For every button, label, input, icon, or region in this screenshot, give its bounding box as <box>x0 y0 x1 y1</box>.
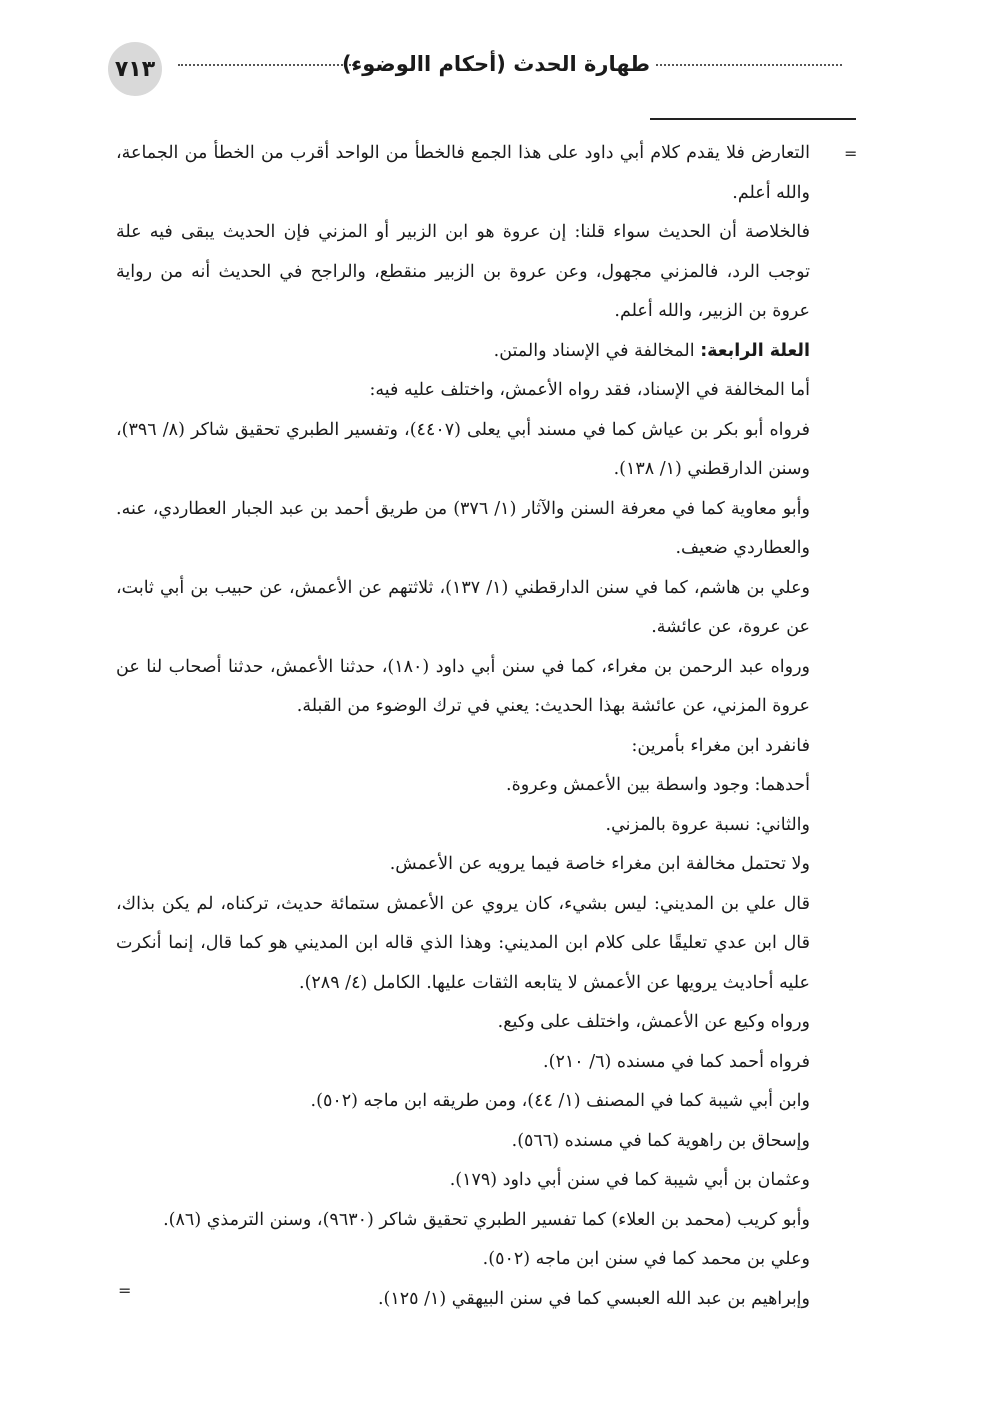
footnote-body <box>116 134 810 1319</box>
paragraph <box>116 134 810 213</box>
paragraph <box>116 569 810 648</box>
paragraph-text: وإبراهيم بن عبد الله العبسي كما في سنن البيهقي (١/ ١٢٥). <box>377 1288 810 1309</box>
paragraph <box>116 1003 810 1043</box>
paragraph <box>116 1201 810 1241</box>
paragraph-text: وعثمان بن أبي شيبة كما في سنن أبي داود (١٧٩). <box>449 1170 810 1190</box>
page-number-badge <box>108 42 162 96</box>
page-number: ٧١٣ <box>114 56 156 82</box>
paragraph-text: التعارض فلا يقدم كلام أبي داود على هذا الجمع فالخطأ من الواحد أقرب من الخطأ من الجماعة، والله أعلم. <box>116 143 810 203</box>
paragraph-text: فرواه أحمد كما في مسنده (٦/ ٢١٠). <box>543 1051 810 1072</box>
paragraph-text: وعلي بن محمد كما في سنن ابن ماجه (٥٠٢). <box>482 1249 810 1269</box>
paragraph-text: وإسحاق بن راهوية كما في مسنده (٥٦٦). <box>511 1130 810 1151</box>
paragraph-text: أما المخالفة في الإسناد، فقد رواه الأعمش، واختلف عليه فيه: <box>369 380 810 400</box>
paragraph <box>116 1280 810 1320</box>
paragraph <box>116 885 810 1004</box>
paragraph <box>116 371 810 411</box>
paragraph <box>116 213 810 332</box>
continued-from-marker: = <box>844 144 858 163</box>
paragraph <box>116 1082 810 1122</box>
footnote-separator-rule <box>650 118 856 120</box>
paragraph <box>116 332 810 372</box>
header-dotted-leader-right <box>656 60 842 66</box>
paragraph <box>116 766 810 806</box>
paragraph-text: ورواه عبد الرحمن بن مغراء، كما في سنن أبي داود (١٨٠)، حدثنا الأعمش، حدثنا أصحاب لنا عن عروة المزني، عن عائشة بهذا الحديث: يعني في ترك الوضوء من القبلة. <box>116 656 810 716</box>
paragraph <box>116 1161 810 1201</box>
paragraph-text: وأبو معاوية كما في معرفة السنن والآثار (١/ ٣٧٦) من طريق أحمد بن عبد الجبار العطاردي، عنه. والعطاردي ضعيف. <box>116 498 810 558</box>
paragraph <box>116 806 810 846</box>
paragraph-text: ورواه وكيع عن الأعمش، واختلف على وكيع. <box>497 1012 810 1032</box>
paragraph-text: المخالفة في الإسناد والمتن. <box>493 340 701 361</box>
paragraph <box>116 1043 810 1083</box>
paragraph-text: وعلي بن هاشم، كما في سنن الدارقطني (١/ ١٣٧)، ثلاثتهم عن الأعمش، عن حبيب بن أبي ثابت، عن عروة، عن عائشة. <box>116 577 810 637</box>
paragraph-text: فالخلاصة أن الحديث سواء قلنا: إن عروة هو ابن الزبير أو المزني فإن الحديث يبقى فيه علة توجب الرد، فالمزني مجهول، وعن عروة بن الزبير منقطع، والراجح في الحديث أنه من رواية عروة بن الزبير، والله أعلم. <box>116 222 810 321</box>
paragraph <box>116 727 810 767</box>
running-title: طهارة الحدث (أحكام االوضوء) <box>341 52 650 76</box>
paragraph <box>116 1240 810 1280</box>
paragraph-text: وأبو كريب (محمد بن العلاء) كما تفسير الطبري تحقيق شاكر (٩٦٣٠)، وسنن الترمذي (٨٦). <box>163 1209 810 1230</box>
paragraph <box>116 411 810 490</box>
continues-to-marker: = <box>118 1281 132 1300</box>
paragraph-text: فرواه أبو بكر بن عياش كما في مسند أبي يعلى (٤٤٠٧)، وتفسير الطبري تحقيق شاكر (٨/ ٣٩٦)، وسنن الدارقطني (١/ ١٣٨). <box>116 419 810 479</box>
paragraph-text: والثاني: نسبة عروة بالمزني. <box>605 814 810 835</box>
paragraph <box>116 648 810 727</box>
paragraph <box>116 845 810 885</box>
paragraph-lead: العلة الرابعة: <box>700 340 810 361</box>
paragraph-text: ولا تحتمل مخالفة ابن مغراء خاصة فيما يرويه عن الأعمش. <box>389 854 810 874</box>
paragraph <box>116 490 810 569</box>
paragraph-text: وابن أبي شيبة كما في المصنف (١/ ٤٤)، ومن طريقه ابن ماجه (٥٠٢). <box>310 1091 810 1111</box>
paragraph <box>116 1122 810 1162</box>
paragraph-text: أحدهما: وجود واسطة بين الأعمش وعروة. <box>506 775 810 795</box>
paragraph-text: فانفرد ابن مغراء بأمرين: <box>631 735 810 756</box>
header-dotted-leader-left <box>178 60 354 66</box>
paragraph-text: قال علي بن المديني: ليس بشيء، كان يروي عن الأعمش ستمائة حديث، تركناه، لم يكن بذاك، قال ابن عدي تعليقًا على كلام ابن المديني: وهذا الذي قاله ابن المديني هو كما قال، إنما أنكرت عليه أحاديث يرويها عن الأعمش لا يتابعه الثقات عليها. الكامل (٤/ ٢٨٩). <box>116 893 810 993</box>
